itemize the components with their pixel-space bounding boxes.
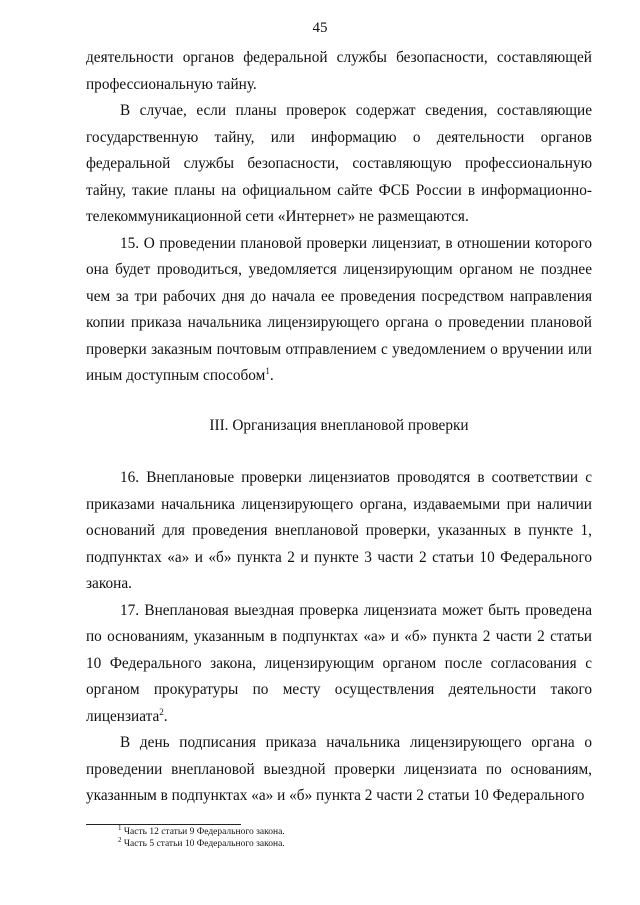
footnote-item [118, 823, 285, 838]
paragraph-continuation [86, 45, 592, 98]
footnote-item [118, 835, 285, 850]
paragraph-text: 17. Внеплановая выездная проверка лицензиата может быть проведена по основаниям, указанным в подпунктах «а» и «б» пункта 2 части 2 статьи 10 Федерального закона, лицензирующим органом после согласования с органом прокуратуры по месту осуществления деятельности такого лицензиата [86, 601, 592, 725]
paragraph-end: . [269, 367, 274, 384]
footnote-text: Часть 5 статьи 10 Федерального закона. [123, 839, 285, 849]
footnote-ref-2: 2 [159, 706, 164, 717]
section-heading: III. Организация внеплановой проверки [209, 416, 469, 434]
footnote-mark: 1 [118, 823, 122, 832]
paragraph-text: В случае, если планы проверок содержат сведения, составляющие государственную тайну, или информацию о деятельности органов федеральной службы безопасности, составляющую профессиональную тайну, такие планы на официальном сайте ФСБ России в информационно-телекоммуникационной сети «Интернет» не размещаются. [86, 102, 592, 225]
paragraph-end: . [163, 707, 168, 725]
body-text [86, 45, 592, 810]
footnotes [118, 823, 285, 850]
paragraph-text: 16. Внеплановые проверки лицензиатов проводятся в соответствии с приказами начальника лицензирующего органа, издаваемыми при наличии оснований для проведения внеплановой проверки, указанных в пункте 1, подпунктах «а» и «б» пункта 2 и пункте 3 части 2 статьи 10 Федерального закона. [86, 469, 592, 592]
footnote-ref-1: 1 [265, 365, 270, 376]
footnote-text: Часть 12 статьи 9 Федерального закона. [123, 827, 285, 837]
page-number: 45 [312, 20, 328, 36]
paragraph-text: В день подписания приказа начальника лицензирующего органа о проведении внеплановой выездной проверки лицензиата по основаниям, указанным в подпунктах «а» и «б» пункта 2 части 2 статьи 10 Федерального [86, 734, 592, 804]
paragraph-15 [86, 231, 592, 390]
paragraph-text: 15. О проведении плановой проверки лицензиат, в отношении которого она будет проводиться, уведомляется лицензирующим органом не позднее чем за три рабочих дня до начала ее проведения посредством направления копии приказа начальника лицензирующего органа о проведении плановой проверки заказным почтовым отправлением с уведомлением о вручении или иным доступным способом [86, 234, 592, 384]
footnote-mark: 2 [118, 835, 122, 844]
paragraph-16 [86, 465, 592, 598]
paragraph-17 [86, 598, 592, 731]
paragraph-plans-secrecy [86, 98, 592, 231]
paragraph-signing-day [86, 730, 592, 810]
paragraph-text: деятельности органов федеральной службы безопасности, составляющей профессиональную тайну. [86, 49, 592, 93]
footnote-separator [86, 824, 241, 825]
